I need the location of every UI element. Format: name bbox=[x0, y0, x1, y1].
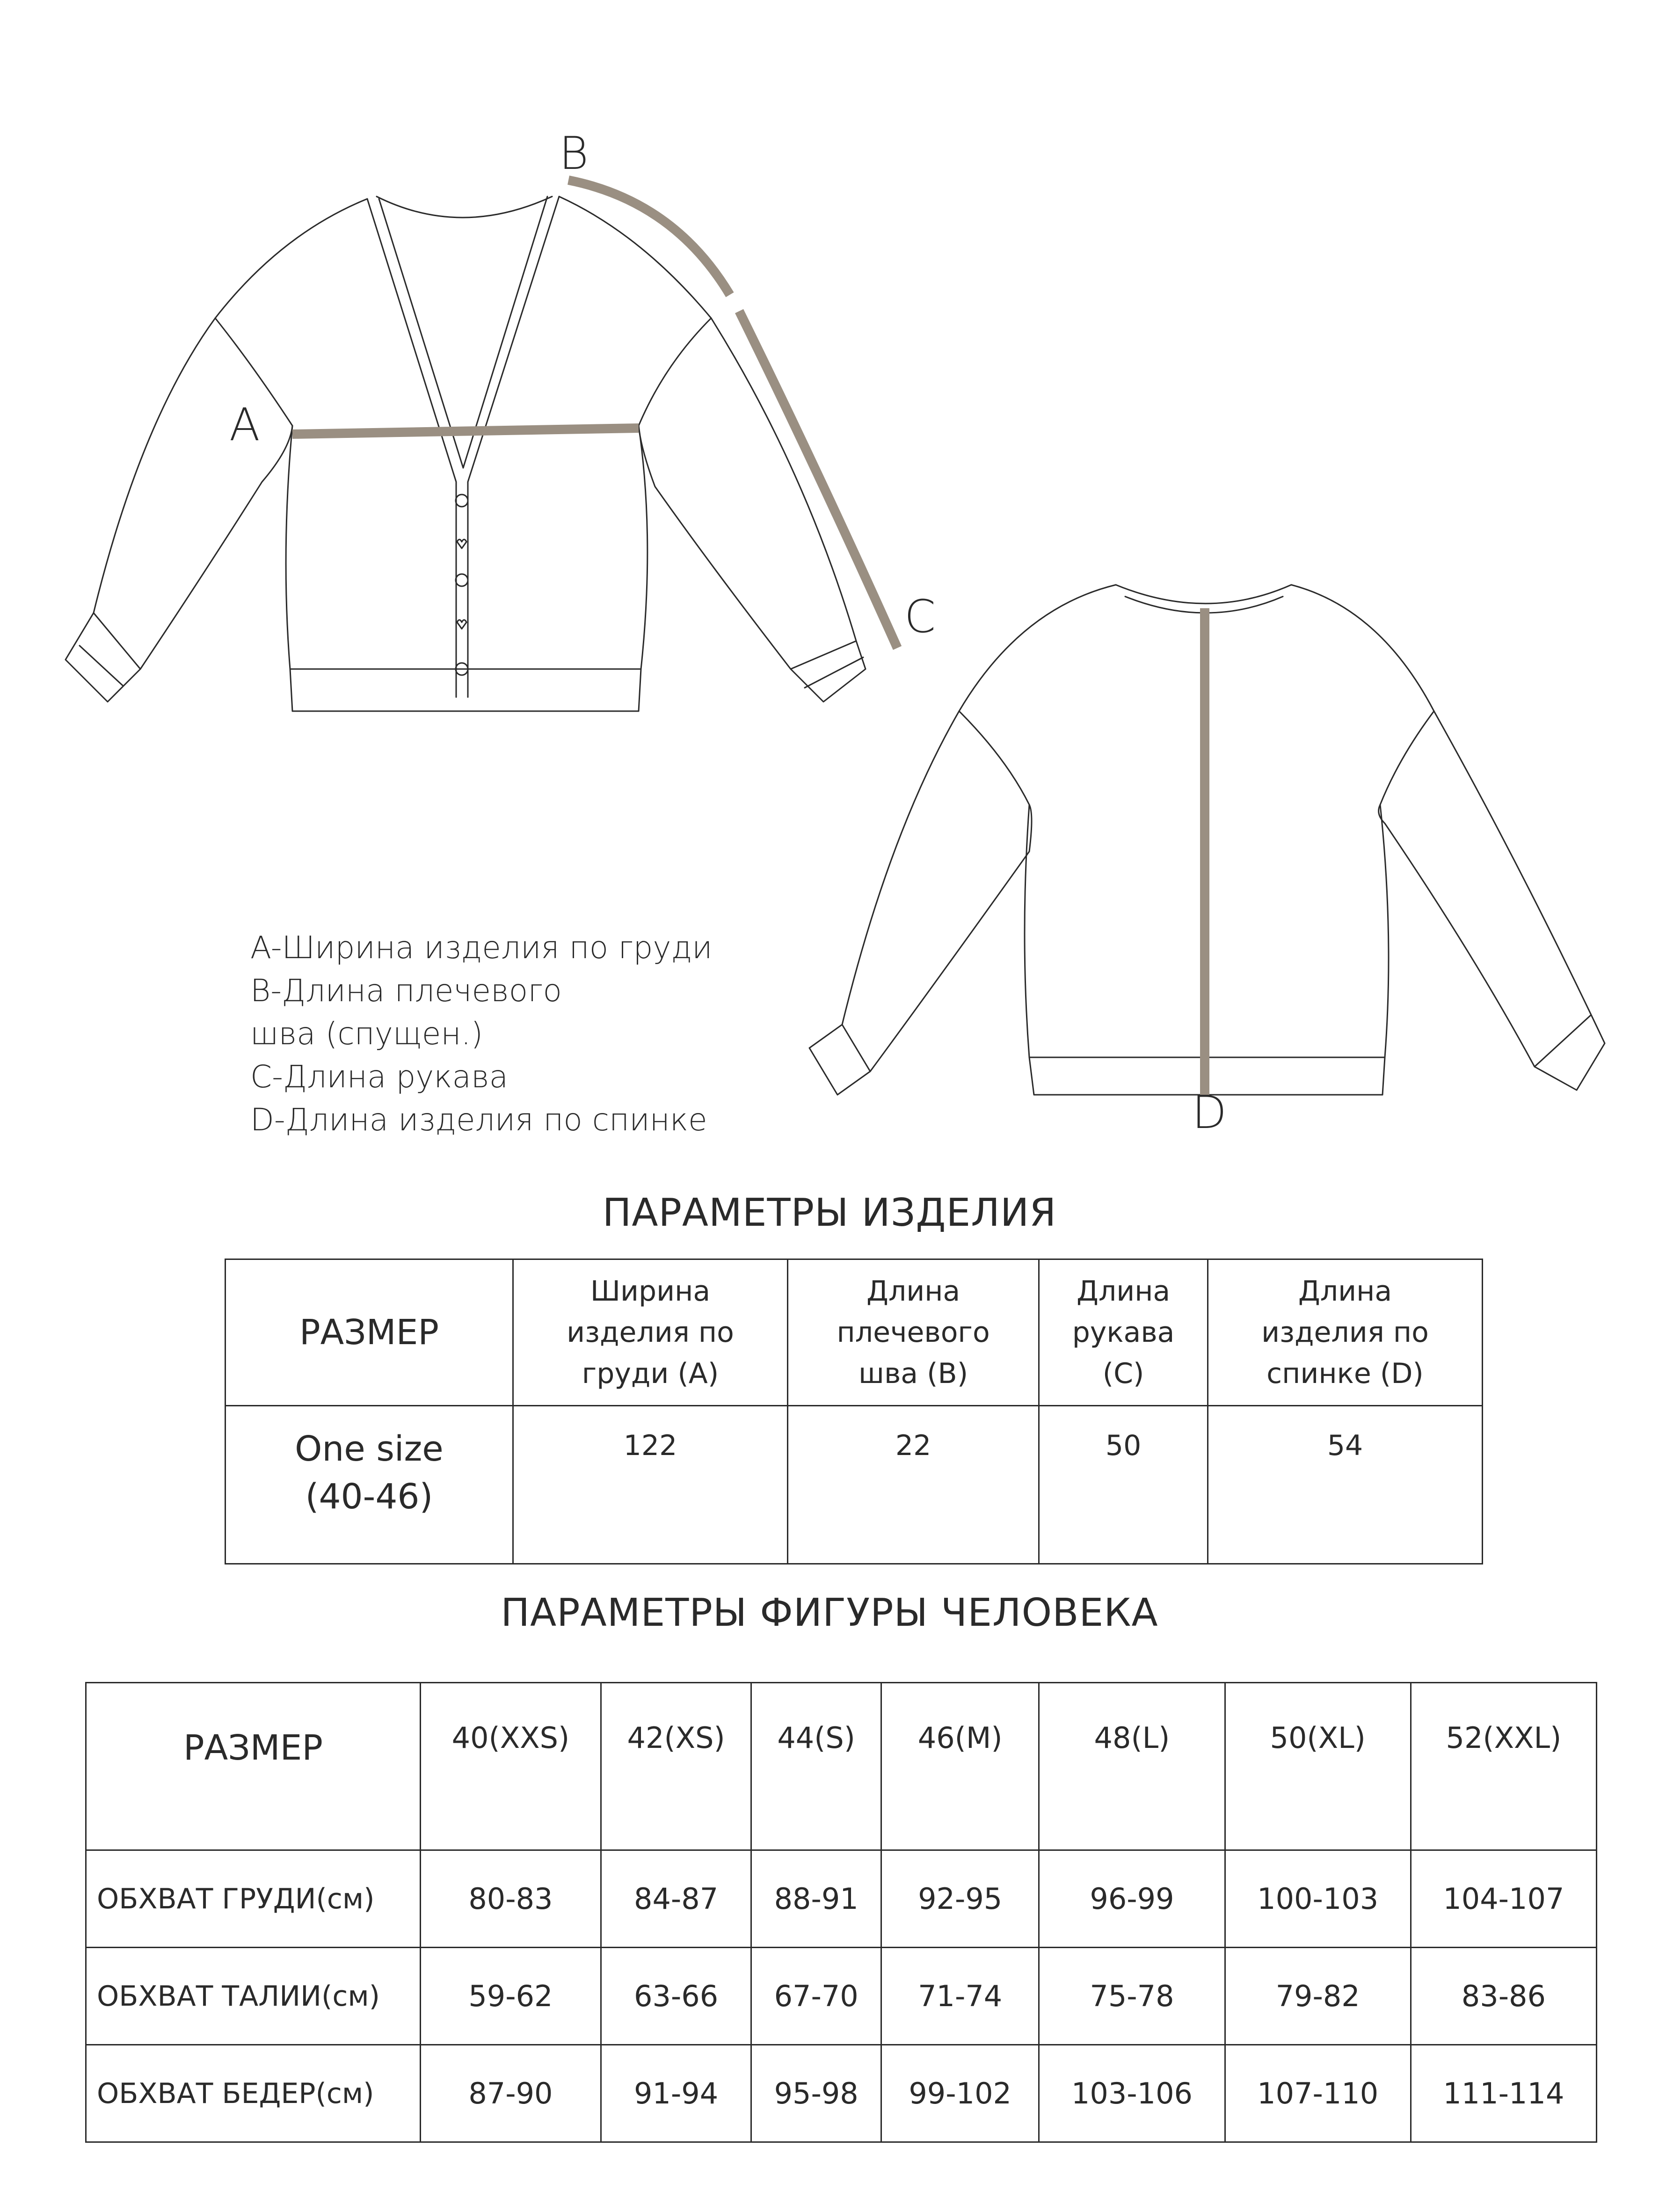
size-text: One size bbox=[295, 1429, 444, 1469]
value-cell: 71-74 bbox=[881, 1948, 1039, 2045]
legend-item: B-Длина плечевого bbox=[250, 973, 562, 1009]
header-text: плечевого bbox=[837, 1316, 990, 1349]
legend-item: A-Ширина изделия по груди bbox=[250, 930, 713, 966]
table-row bbox=[86, 1948, 1597, 2045]
value-cell: 96-99 bbox=[1039, 1850, 1225, 1948]
front-cardigan-sketch bbox=[65, 196, 866, 711]
value-cell: 87-90 bbox=[421, 2045, 601, 2142]
measure-label-d: D bbox=[1192, 1086, 1227, 1139]
value-cell: 88-91 bbox=[751, 1850, 881, 1948]
row-label: ОБХВАТ БЕДЕР(см) bbox=[86, 2045, 421, 2142]
row-label: ОБХВАТ ТАЛИИ(см) bbox=[86, 1948, 421, 2045]
value-cell: 22 bbox=[787, 1406, 1039, 1564]
value-cell: 83-86 bbox=[1411, 1948, 1596, 2045]
measure-line-c bbox=[739, 311, 897, 648]
header-cell-d bbox=[1208, 1259, 1482, 1406]
value-cell: 59-62 bbox=[421, 1948, 601, 2045]
header-text: Длина bbox=[1076, 1275, 1171, 1308]
size-header: 40(XXS) bbox=[421, 1683, 601, 1850]
value-cell: 100-103 bbox=[1225, 1850, 1411, 1948]
header-cell-b bbox=[787, 1259, 1039, 1406]
size-header: 48(L) bbox=[1039, 1683, 1225, 1850]
table-row bbox=[226, 1406, 1483, 1564]
value-cell: 122 bbox=[513, 1406, 788, 1564]
size-cell bbox=[226, 1406, 513, 1564]
value-cell: 107-110 bbox=[1225, 2045, 1411, 2142]
size-text: (40-46) bbox=[305, 1477, 433, 1517]
measurement-legend bbox=[250, 926, 713, 1142]
body-params-title: ПАРАМЕТРЫ ФИГУРЫ ЧЕЛОВЕКА bbox=[501, 1591, 1158, 1635]
value-cell: 91-94 bbox=[601, 2045, 751, 2142]
table-header-row bbox=[86, 1683, 1597, 1850]
measure-label-c: C bbox=[904, 590, 936, 643]
value-cell: 54 bbox=[1208, 1406, 1482, 1564]
header-text: РАЗМЕР bbox=[299, 1312, 439, 1353]
header-text: Длина bbox=[866, 1275, 960, 1308]
header-cell-c bbox=[1039, 1259, 1208, 1406]
row-label: ОБХВАТ ГРУДИ(см) bbox=[86, 1850, 421, 1948]
header-text: Длина bbox=[1298, 1275, 1392, 1308]
table-header-row bbox=[226, 1259, 1483, 1406]
value-cell: 80-83 bbox=[421, 1850, 601, 1948]
value-cell: 75-78 bbox=[1039, 1948, 1225, 2045]
value-cell: 104-107 bbox=[1411, 1850, 1596, 1948]
header-text: Ширина bbox=[590, 1275, 711, 1308]
product-params-table bbox=[225, 1259, 1483, 1564]
value-cell: 99-102 bbox=[881, 2045, 1039, 2142]
table-row bbox=[86, 1850, 1597, 1948]
size-header: 50(XL) bbox=[1225, 1683, 1411, 1850]
header-text: рукава bbox=[1072, 1316, 1175, 1349]
value-cell: 84-87 bbox=[601, 1850, 751, 1948]
header-text: груди (A) bbox=[582, 1357, 719, 1390]
header-cell-size: РАЗМЕР bbox=[86, 1683, 421, 1850]
header-text: шва (B) bbox=[859, 1357, 968, 1390]
header-text: спинке (D) bbox=[1266, 1357, 1424, 1390]
size-header: 44(S) bbox=[751, 1683, 881, 1850]
body-params-table bbox=[85, 1682, 1597, 2143]
legend-item: шва (спущен.) bbox=[250, 1016, 483, 1052]
value-cell: 103-106 bbox=[1039, 2045, 1225, 2142]
value-cell: 111-114 bbox=[1411, 2045, 1596, 2142]
value-cell: 95-98 bbox=[751, 2045, 881, 2142]
legend-item: D-Длина изделия по спинке bbox=[250, 1102, 707, 1138]
measure-line-b bbox=[568, 180, 730, 295]
value-cell: 67-70 bbox=[751, 1948, 881, 2045]
header-cell-size bbox=[226, 1259, 513, 1406]
size-header: 46(M) bbox=[881, 1683, 1039, 1850]
measure-label-a: A bbox=[229, 399, 260, 451]
product-params-title: ПАРАМЕТРЫ ИЗДЕЛИЯ bbox=[602, 1191, 1057, 1235]
size-header: 52(XXL) bbox=[1411, 1683, 1596, 1850]
header-text: изделия по bbox=[567, 1316, 734, 1349]
header-text: изделия по bbox=[1261, 1316, 1429, 1349]
size-header: 42(XS) bbox=[601, 1683, 751, 1850]
value-cell: 79-82 bbox=[1225, 1948, 1411, 2045]
measure-label-b: B bbox=[559, 127, 589, 180]
legend-item: C-Длина рукава bbox=[250, 1059, 509, 1095]
header-cell-a bbox=[513, 1259, 788, 1406]
table-row bbox=[86, 2045, 1597, 2142]
header-text: (C) bbox=[1102, 1357, 1144, 1390]
value-cell: 50 bbox=[1039, 1406, 1208, 1564]
value-cell: 92-95 bbox=[881, 1850, 1039, 1948]
measure-line-a bbox=[292, 428, 639, 434]
value-cell: 63-66 bbox=[601, 1948, 751, 2045]
